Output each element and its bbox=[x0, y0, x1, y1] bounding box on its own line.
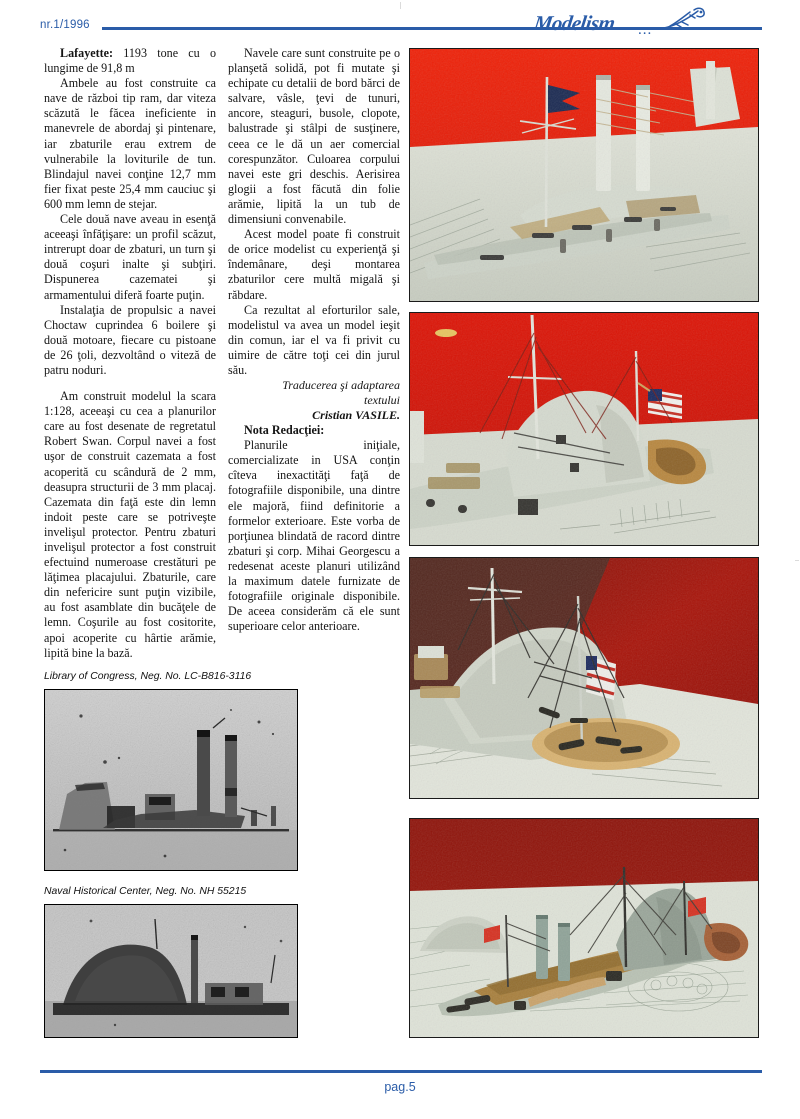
paragraph-left-3: Cele două nave aveau in esenţă aceeaşi înfăţişare: un profil scăzut, intrerupt doar de zbaturi, un turn şi două coşuri inalte şi subţiri. Dispunerea cazematei şi armamentului diferă foarte puţin. bbox=[44, 212, 216, 302]
bw-photo-2 bbox=[44, 904, 298, 1038]
bw-photo-1-caption: Library of Congress, Neg. No. LC-B816-3116 bbox=[44, 671, 252, 682]
logo-wordmark: Modelism bbox=[532, 11, 617, 35]
paragraph-right-1: Navele care sunt construite pe o planşetă solidă, pot fi mutate şi echipate cu detalii de bord bărci de salvare, vâsle, ţevi de tunuri, ancore, steaguri, busole, clopote, balustrade şi stâlpi de susţinere, ceea ce le dă un aer comercial corespunzător. Culoarea corpului navei este gri deschis. Aerisirea glogii a fost făcută din folie arămie, lipită la un tub de dimensiuni convenabile. bbox=[228, 46, 400, 227]
page-header bbox=[40, 11, 762, 44]
paragraph-right-2: Acest model poate fi construit de orice modelist cu experienţă şi îndemânare, deşi montarea zbaturilor cere multă migală şi răbdare. bbox=[228, 227, 400, 302]
translator-credit-line: Traducerea şi adaptarea textului bbox=[282, 378, 400, 408]
color-photo-1-image bbox=[410, 49, 758, 301]
registration-tick-right bbox=[795, 560, 799, 561]
paragraph-left-2: Ambele au fost construite ca nave de război tip ram, dar viteza scăzută le făcea ineficiente in manevrele de abordaj şi pintenare, iar zbaturile erau extrem de vulnerabile la loviturile de tun. Blindajul navei conţine 12,7 mm fier fixat peste 25,4 mm cauciuc şi 600 mm lemn de stejar. bbox=[44, 76, 216, 211]
bw-photo-2-image bbox=[45, 905, 297, 1037]
lead-term: Lafayette: bbox=[60, 46, 114, 60]
logo-ellipsis: ... bbox=[638, 22, 653, 38]
color-photo-2-image bbox=[410, 313, 758, 545]
issue-number: nr.1/1996 bbox=[40, 19, 90, 31]
text-column-left bbox=[44, 46, 216, 661]
color-photo-3-image bbox=[410, 558, 758, 798]
paragraph-left-4: Instalaţia de propulsic a navei Choctaw cuprindea 6 boilere şi două motoare, fiecare cu pistoane de 26 ţoli, dezvoltând o viteză de patru noduri. bbox=[44, 302, 216, 377]
color-photo-4-image bbox=[410, 819, 758, 1037]
lead-text: 1193 tone cu o lungime de 91,8 m bbox=[44, 46, 216, 76]
paragraph-lafayette bbox=[44, 46, 216, 76]
color-photo-3 bbox=[409, 557, 759, 799]
paragraph-left-5: Am construit modelul la scara 1:128, aceeaşi cu cea a planurilor care au fost desenate de regretatul Robert Swan. Corpul navei a fost uşor de construit cazemata a fost acoperită cu scândură de 2 mm, deasupra structurii de 3 mm placaj. Cazemata din faţă este din lemn indoit peste care se potriveşte invelişul protector. Pentru zbaturi invelişul protector a fost construit efectuind numeroase crestături pe lăţimea placajului. Zbaturile, care din nefericire sunt puţin vizibile, au fost asamblate din bucăţele de lemn. Coşurile au fost cositorite, apoi acoperite cu hârtie arămie, lipită bine la bază. bbox=[44, 389, 216, 660]
editorial-note-heading: Nota Redacţiei: bbox=[244, 423, 325, 438]
paragraph-right-3: Ca rezultat al eforturilor sale, modelistul va avea un model ieşit din comun, iar el va fi privit cu uimire de către toţi cei din jurul său. bbox=[228, 302, 400, 377]
translator-name: Cristian VASILE. bbox=[312, 408, 400, 423]
registration-tick-top bbox=[400, 2, 401, 9]
masthead-logo bbox=[534, 10, 704, 44]
text-column-right bbox=[228, 46, 400, 634]
footer-rule bbox=[40, 1070, 762, 1073]
color-photo-4 bbox=[409, 818, 759, 1038]
color-photo-1 bbox=[409, 48, 759, 302]
page-number: pag.5 bbox=[384, 1080, 416, 1094]
bw-photo-1-image bbox=[45, 690, 297, 870]
color-photo-2 bbox=[409, 312, 759, 546]
paragraph-right-4: Planurile iniţiale, comercializate in USA conţin cîteva inexactităţi faţă de fotografiile disponibile, una dintre ele majoră, fiind definitorie a formelor exterioare. Este vorba de porţiunea blindată de racord dintre zbaturi şi corp. Mihai Georgescu a redesenat aceste planuri utilizând la maximum datele furnizate de fotografiile originale disponibile. De aceea considerăm că ele sunt superioare celor anterioare. bbox=[228, 438, 400, 634]
bw-photo-2-caption: Naval Historical Center, Neg. No. NH 55215 bbox=[44, 886, 247, 897]
bw-photo-1 bbox=[44, 689, 298, 871]
airplane-icon bbox=[660, 6, 706, 34]
